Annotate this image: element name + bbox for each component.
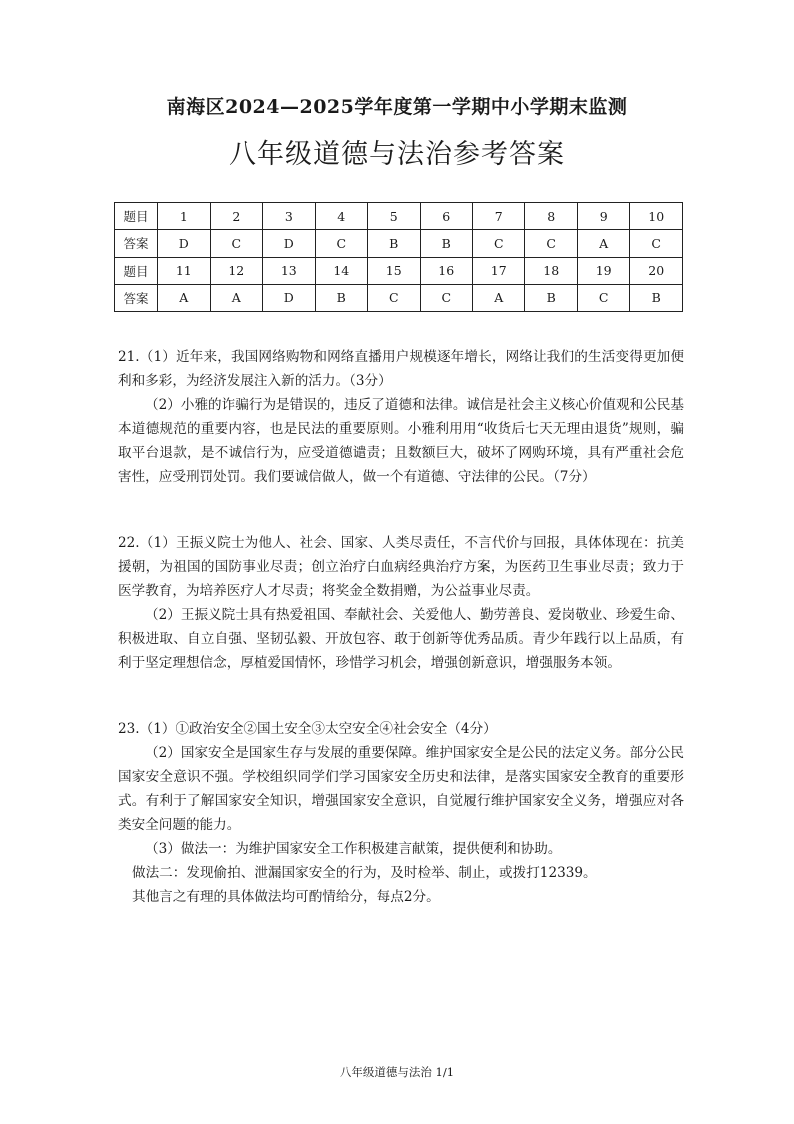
answer-table-cell: 20 [630, 257, 683, 284]
q23-method2: 做法二：发现偷拍、泄漏国家安全的行为，及时检举、制止，或拨打12339。 [132, 865, 597, 881]
answer-table-cell: A [472, 284, 524, 311]
q21-part1: 21.（1）近年来，我国网络购物和网络直播用户规模逐年增长，网络让我们的生活变得更加便利和多彩，为经济发展注入新的活力。（3分） [118, 349, 684, 389]
answer-table-cell: 19 [577, 257, 629, 284]
answer-table-row-header: 答案 [115, 284, 158, 311]
q23-part1: 23.（1）①政治安全②国土安全③太空安全④社会安全（4分） [118, 721, 497, 737]
answer-table-cell: 7 [472, 203, 524, 230]
answer-table-cell: B [525, 284, 577, 311]
answer-table-row [115, 230, 683, 257]
answer-table-cell: 9 [577, 203, 629, 230]
answer-table-cell: D [263, 284, 315, 311]
answer-table-cell: C [315, 230, 367, 257]
answer-table-cell: B [420, 230, 472, 257]
answer-table-row [115, 257, 683, 284]
q23-part2: （2）国家安全是国家生存与发展的重要保障。维护国家安全是公民的法定义务。部分公民国家安全意识不强。学校组织同学们学习国家安全历史和法律，是落实国家安全教育的重要形式。有利于了解国家安全知识，增强国家安全意识，自觉履行维护国家安全义务，增强应对各类安全问题的能力。 [118, 745, 684, 833]
answer-table-cell: 17 [472, 257, 524, 284]
answer-table-cell: 10 [630, 203, 683, 230]
answer-table-cell: A [158, 284, 210, 311]
answer-table-cell: 4 [315, 203, 367, 230]
answer-table-cell: C [210, 230, 262, 257]
answer-table-cell: 3 [263, 203, 315, 230]
answer-table-cell: C [577, 284, 629, 311]
answer-table-cell: C [630, 230, 683, 257]
answer-table-cell: C [472, 230, 524, 257]
answer-table-cell: 15 [368, 257, 420, 284]
q23-part3: （3）做法一：为维护国家安全工作积极建言献策，提供便利和协助。 [145, 841, 562, 857]
answer-table-row-header: 题目 [115, 257, 158, 284]
answer-table-cell: B [368, 230, 420, 257]
answer-table-cell: B [630, 284, 683, 311]
answer-table-cell: 18 [525, 257, 577, 284]
answer-table-cell: 16 [420, 257, 472, 284]
answer-table-cell: 12 [210, 257, 262, 284]
question-21 [118, 345, 684, 489]
answer-table-cell: 2 [210, 203, 262, 230]
answer-table-cell: D [158, 230, 210, 257]
answer-table-cell: 1 [158, 203, 210, 230]
answer-table-cell: A [577, 230, 629, 257]
answer-table-cell: D [263, 230, 315, 257]
answer-table-row [115, 203, 683, 230]
answer-table-cell: A [210, 284, 262, 311]
answer-table-cell: C [420, 284, 472, 311]
answer-table-cell: B [315, 284, 367, 311]
q23-note: 其他言之有理的具体做法均可酌情给分，每点2分。 [132, 889, 440, 905]
answer-table-cell: 8 [525, 203, 577, 230]
answer-table-row [115, 284, 683, 311]
answer-table-cell: 5 [368, 203, 420, 230]
document-title: 南海区2024—2025学年度第一学期中小学期末监测 [166, 96, 628, 118]
answer-table-cell: 11 [158, 257, 210, 284]
question-22 [118, 531, 684, 675]
answer-table-cell: 14 [315, 257, 367, 284]
answer-table-row-header: 答案 [115, 230, 158, 257]
answer-table-cell: C [525, 230, 577, 257]
answer-table-cell: 6 [420, 203, 472, 230]
q22-part2: （2）王振义院士具有热爱祖国、奉献社会、关爱他人、勤劳善良、爱岗敬业、珍爱生命、积极进取、自立自强、坚韧弘毅、开放包容、敢于创新等优秀品质。青少年践行以上品质，有利于坚定理想信念，厚植爱国情怀，珍惜学习机会，增强创新意识，增强服务本领。 [118, 607, 684, 671]
answer-table-row-header: 题目 [115, 203, 158, 230]
document-subtitle: 八年级道德与法治参考答案 [229, 139, 565, 170]
answer-table [114, 202, 683, 312]
q21-part2: （2）小雅的诈骗行为是错误的，违反了道德和法律。诚信是社会主义核心价值观和公民基本道德规范的重要内容，也是民法的重要原则。小雅利用用“收货后七天无理由退货”规则，骗取平台退款，是不诚信行为，应受道德谴责；且数额巨大，破坏了网购环境，具有严重社会危害性，应受刑罚处罚。我们要诚信做人，做一个有道德、守法律的公民。（7分） [118, 397, 684, 485]
answer-table-cell: 13 [263, 257, 315, 284]
page-footer: 八年级道德与法治 1/1 [339, 1065, 455, 1079]
answer-table-cell: C [368, 284, 420, 311]
q22-part1: 22.（1）王振义院士为他人、社会、国家、人类尽责任，不言代价与回报，具体体现在：抗美援朝，为祖国的国防事业尽责；创立治疗白血病经典治疗方案，为医药卫生事业尽责；致力于医学教育，为培养医疗人才尽责；将奖金全数捐赠，为公益事业尽责。 [118, 535, 684, 599]
question-23 [118, 717, 684, 909]
